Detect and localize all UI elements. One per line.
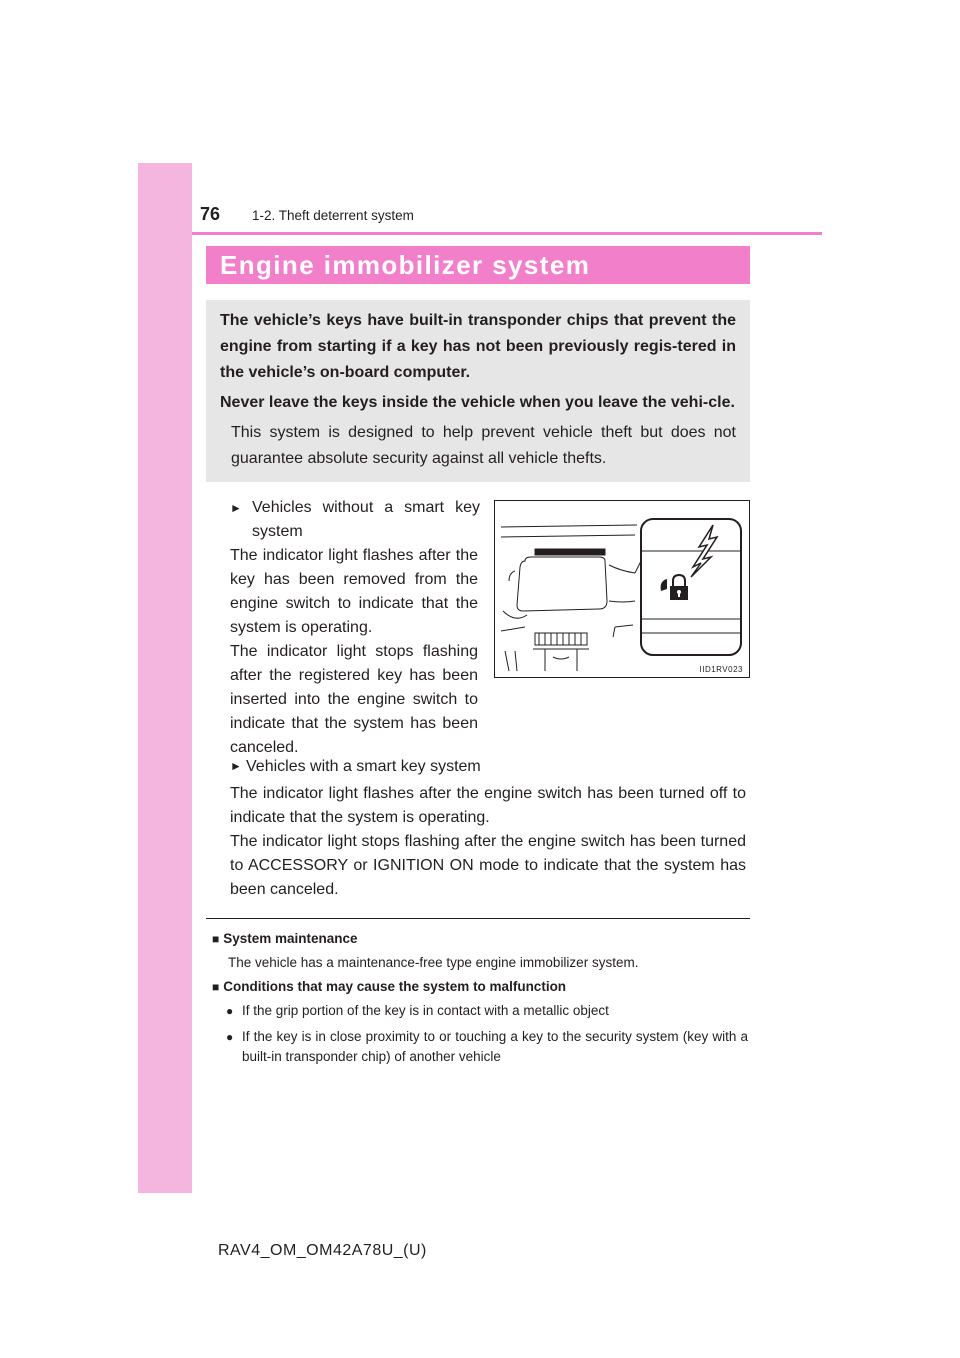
subheading-without-smart-key-line1: Vehicles without a smart key	[252, 499, 480, 516]
round-bullet-icon: ●	[226, 1030, 234, 1044]
security-indicator-icon	[661, 575, 688, 600]
document-footer: RAV4_OM_OM42A78U_(U)	[218, 1242, 427, 1259]
page-title: Engine immobilizer system	[220, 250, 591, 280]
subheading-with-smart-key-label: Vehicles with a smart key system	[246, 758, 481, 775]
with-smart-key-para2: The indicator light stops flashing after the engine switch has been turned to ACCESSORY or IGNITION ON mode to indicate that the system has been canceled.	[230, 833, 746, 898]
malfunction-item: If the key is in close proximity to or touching a key to the security system (key with a built-in transponder chip) of another vehicle	[242, 1029, 748, 1064]
square-bullet-icon: ■	[212, 980, 220, 994]
with-smart-key-para1: The indicator light flashes after the engine switch has been turned off to indicate that the system is operating.	[230, 785, 746, 826]
intro-bold-text: The vehicle’s keys have built-in transponder chips that prevent the engine from starting if a key has not been previously regis-tered in the vehicle’s on-board computer.	[220, 312, 736, 381]
without-smart-key-para1: The indicator light flashes after the key has been removed from the engine switch to indicate that the system is operating.	[230, 547, 478, 636]
pointer-arrow-icon: ►	[230, 501, 242, 515]
subheading-without-smart-key-line2: system	[252, 523, 303, 540]
pointer-arrow-icon: ►	[230, 759, 242, 773]
round-bullet-icon: ●	[226, 1004, 234, 1018]
maintenance-text: The vehicle has a maintenance-free type engine immobilizer system.	[228, 955, 639, 970]
section-divider	[206, 918, 750, 919]
page-number: 76	[200, 204, 221, 224]
figure-code: IID1RV023	[699, 665, 743, 674]
title-bar	[206, 246, 750, 284]
chapter-side-band	[138, 163, 192, 1193]
subheading-without-smart-key	[230, 496, 480, 544]
section-reference: 1-2. Theft deterrent system	[252, 208, 414, 223]
without-smart-key-para2: The indicator light stops flashing after the registered key has been inserted into the engine switch to indicate that the system has been canceled.	[230, 643, 478, 756]
malfunction-heading	[212, 979, 566, 994]
intro-box	[206, 300, 750, 482]
header-rule	[192, 232, 822, 235]
intro-note-text: This system is designed to help prevent vehicle theft but does not guarantee absolute security against all vehicle thefts.	[231, 424, 736, 467]
maintenance-heading	[212, 931, 358, 946]
square-bullet-icon: ■	[212, 932, 220, 946]
intro-warning-text: Never leave the keys inside the vehicle when you leave the vehi-cle.	[220, 394, 735, 411]
subheading-with-smart-key	[230, 754, 481, 779]
maintenance-heading-label: System maintenance	[223, 931, 358, 946]
malfunction-heading-label: Conditions that may cause the system to malfunction	[223, 979, 567, 994]
malfunction-item: If the grip portion of the key is in contact with a metallic object	[242, 1003, 609, 1018]
dashboard-illustration	[494, 500, 750, 678]
dashboard-drawing	[495, 501, 749, 677]
